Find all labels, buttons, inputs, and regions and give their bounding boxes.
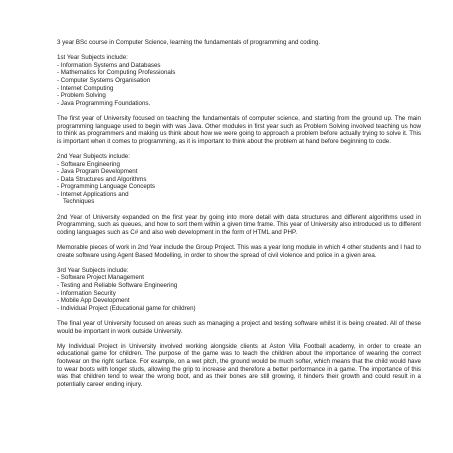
individual-project-paragraph: My Individual Project in University involved working alongside clients at Aston Villa Football academy, in order to create an educational game for children. The purpose of the game was to teach the children about the importance of wearing the correct footwear on the right surface. For example, on a wet pitch, the ground would be much softer, which means that the child would have to wear boots with longer studs, allowing the grip to increase and therefore a better performance in a game. The importance of this was that children tend to wear the wrong boot, and as their bones are still growing, it hinders their growth and could result in a potentially career ending injury. [57,342,421,388]
year3-item: - Software Project Management [57,274,145,282]
year3-item: - Individual Project (Educational game for children) [57,304,196,312]
year1-item: - Internet Computing [57,84,114,92]
year3-heading: 3rd Year Subjects include: [57,266,129,274]
year1-item: - Java Programming Foundations. [57,99,151,107]
year2-item: Techniques [63,198,95,206]
year2-heading: 2nd Year Subjects include: [57,152,130,160]
year1-item: - Computer Systems Organisation [57,76,151,84]
year2-item: - Software Engineering [57,160,120,168]
year2-paragraph: 2nd Year of University expanded on the first year by going into more detail with data structures and different algorithms used in Programming, such as queues, and how to sort them within a given time frame. This year of University also introduced us to different coding languages such as C# and also web development in the form of HTML and PHP. [57,213,421,236]
intro-line [57,39,421,47]
year2-item: - Programming Language Concepts [57,183,156,191]
year3-item: - Mobile App Development [57,297,130,305]
year1-item: - Problem Solving [57,92,106,100]
final-year-paragraph: The final year of University focused on areas such as managing a project and testing software whilst it is being created. All of these would be important in work outside University. [57,319,421,335]
year3-item: - Information Security [57,289,116,297]
group-project-paragraph: Memorable pieces of work in 2nd Year include the Group Project. This was a year long module in which 4 other students and I had to create software using Agent Based Modelling, in order to show the spread of civil violence and police in a given area. [57,244,421,259]
year2-subjects [57,153,421,206]
year1-paragraph: The first year of University focused on teaching the fundamentals of computer science, and starting from the ground up. The main programming language used to begin with was Java. Other modules in first year such as Problem Solving involved teaching us how to think as programmers and making us think about how we were going to approach a problem before actually trying to solve it. This is important when it comes to programming, as it is important to think about the problem at hand before beginning to code. [57,114,421,145]
year1-item: - Information Systems and Databases [57,61,161,69]
year2-item: - Data Structures and Algorithms [57,175,147,183]
year1-item: - Mathematics for Computing Professionals [57,69,176,77]
year1-subjects [57,54,421,107]
intro-text: 3 year BSc course in Computer Science, learning the fundamentals of programming and coding. [57,39,321,46]
year3-item: - Testing and Reliable Software Engineering [57,282,178,289]
year1-heading: 1st Year Subjects include: [57,54,128,62]
year2-item: - Java Program Development [57,168,138,176]
year2-item: - Internet Applications and [57,190,129,198]
year3-subjects [57,267,421,313]
